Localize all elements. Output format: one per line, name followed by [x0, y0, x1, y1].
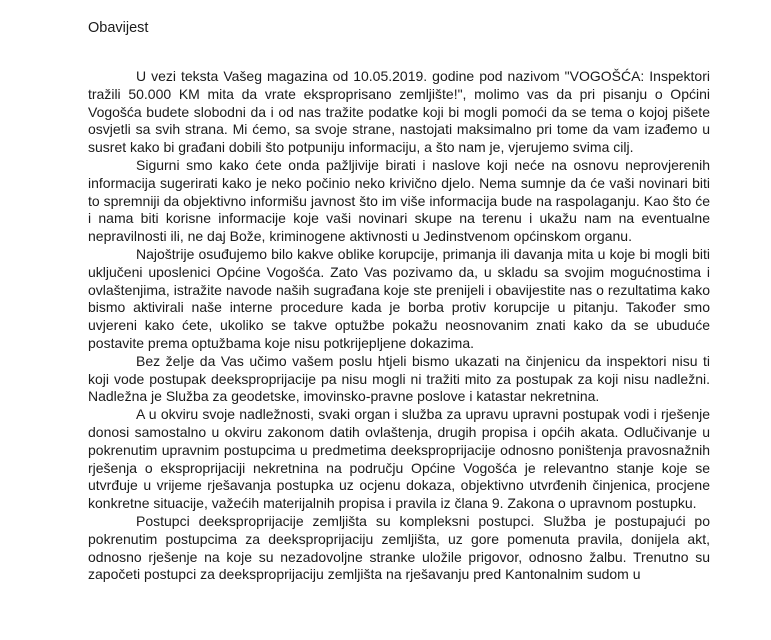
paragraph: U vezi teksta Vašeg magazina od 10.05.2019. godine pod nazivom "VOGOŠĆA: Inspektori tražili 50.000 KM mita da vrate eksproprisano zemljište!", molimo vas da pri pisanju o Općini Vogošća budete slobodni da i od nas tražite podatke koji bi mogli pomoći da se tema o kojoj pišete osvjetli sa svih strana. Mi ćemo, sa svoje strane, nastojati maksimalno pri tome da vam izađemo u susret kako bi građani dobili što potpuniju informaciju, a što nam je, vjerujemo svima cilj.: [88, 68, 710, 156]
paragraph: Najoštrije osuđujemo bilo kakve oblike korupcije, primanja ili davanja mita u koje bi mogli biti uključeni uposlenici Općine Vogošća. Zato Vas pozivamo da, u skladu sa svojim mogućnostima i ovlaštenjima, istražite navode naših sugrađana koje ste prenijeli i obavijestite nas o rezultatima kako bismo aktivirali naše interne procedure kada je borba protiv korupcije u pitanju. Također smo uvjereni kako ćete, ukoliko se takve optužbe pokažu neosnovanim znati kako da se ubuduće postavite prema optužbama koje nisu potkrijepljene dokazima.: [88, 245, 710, 351]
paragraph: Sigurni smo kako ćete onda pažljivije birati i naslove koji neće na osnovu neprovjerenih informacija sugerirati kako je neko počinio neko krivično djelo. Nema sumnje da će vaši novinari biti to spremniji da objektivno informišu javnost što im više informacija bude na raspolaganju. Kao što će i nama biti korisne informacije koje vaši novinari skupe na terenu i ukažu nam na eventualne nepravilnosti ili, ne daj Bože, kriminogene aktivnosti u Jedinstvenom općinskom organu.: [88, 156, 710, 245]
document-body: [88, 68, 710, 584]
document-title: Obavijest: [88, 20, 149, 36]
paragraph: A u okviru svoje nadležnosti, svaki organ i služba za upravu upravni postupak vodi i rješenje donosi samostalno u okviru zakonom datih ovlaštenja, drugih propisa i općih akata. Odlučivanje u pokrenutim upravnim postupcima u predmetima deeksproprijacije odnosno poništenja pravosnažnih rješenja o eksproprijaciji nekretnina na području Općine Vogošća je relevantno stanje koje se utvrđuje u vrijeme rješavanja postupka uz ocjenu dokaza, objektivno utvrđenih činjenica, procjene konkretne situacije, važećih materijalnih propisa i pravila iz člana 9. Zakona o upravnom postupku.: [88, 406, 710, 512]
paragraph: Bez želje da Vas učimo vašem poslu htjeli bismo ukazati na činjenicu da inspektori nisu ti koji vode postupak deeksproprijacije pa nisu mogli ni tražiti mito za postupak za koji nisu nadležni. Nadležna je Služba za geodetske, imovinsko-pravne poslove i katastar nekretnina.: [88, 352, 710, 405]
paragraph: Postupci deeksproprijacije zemljišta su kompleksni postupci. Služba je postupajući po pokrenutim postupcima za deeksproprijaciju zemljišta, uz gore pomenuta pravila, donijela akt, odnosno rješenje na koje su nezadovoljne stranke uložile prigovor, odnosno žalbu. Trenutno su započeti postupci za deeksproprijaciju zemljišta na rješavanju pred Kantonalnim sudom u: [88, 512, 710, 583]
